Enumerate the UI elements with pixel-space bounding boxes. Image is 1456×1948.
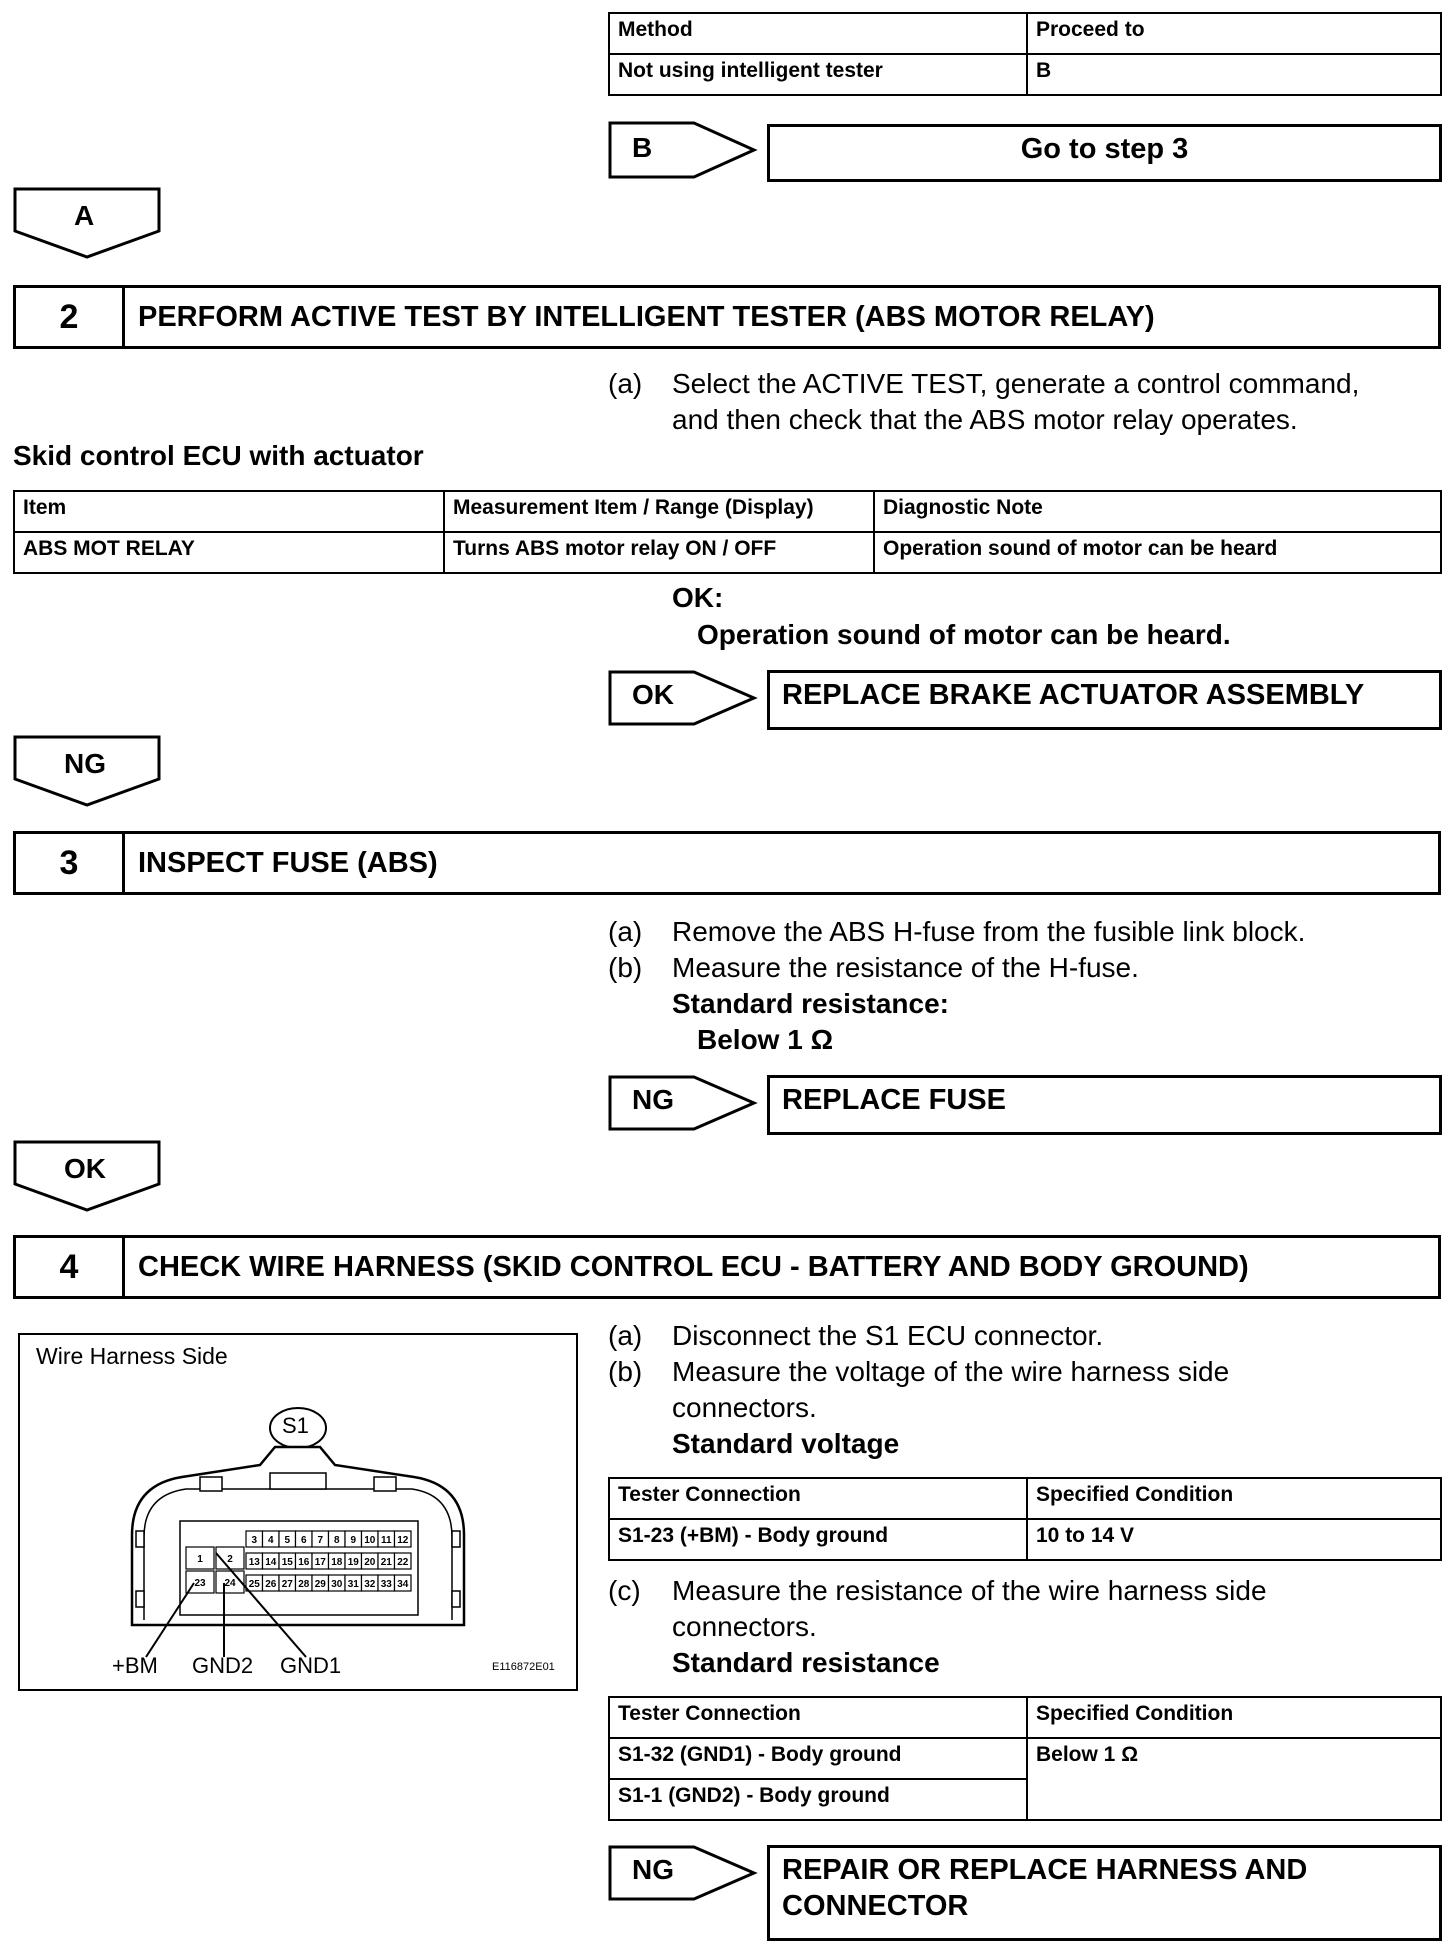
connector-pin-number: 3 [251,1535,258,1546]
connector-pin-number: 27 [281,1579,293,1590]
pin-label-gnd2: GND2 [192,1653,254,1678]
voltage-heading: Standard voltage [672,1428,900,1459]
step-4-ng-arrow [608,1845,758,1901]
table-cell: 10 to 14 V [1027,1519,1441,1560]
branch-b-arrow [608,121,758,179]
resistance-heading: Standard resistance [672,1647,940,1678]
item-label: (a) [608,916,643,947]
table-cell: Turns ABS motor relay ON / OFF [444,532,874,573]
connector-pin-number: 13 [248,1557,260,1568]
connector-pin-number: 34 [397,1579,409,1590]
table-header: Item [14,491,444,532]
step-2-ng-label: NG [64,748,106,779]
connector-pin-number: 12 [397,1535,409,1546]
pin-label-bm: +BM [112,1653,158,1678]
connector-pin-number: 33 [380,1579,392,1590]
connector-pin-number: 21 [380,1557,392,1568]
connector-pin-number: 4 [267,1535,274,1546]
connector-pin-number: 15 [281,1557,293,1568]
connector-pin-number: 5 [284,1535,291,1546]
connector-pin-number: 18 [331,1557,343,1568]
step-2-ok-arrow [608,670,758,726]
step-2-table-title: Skid control ECU with actuator [13,440,424,471]
table-header: Proceed to [1027,13,1441,54]
step-4-header [13,1235,1441,1299]
branch-b-result-text: Go to step 3 [1020,133,1189,165]
result-text: REPAIR OR REPLACE HARNESS AND [782,1854,1308,1886]
figure-code: E116872E01 [492,1661,555,1673]
method-table [608,12,1442,96]
figure-title: Wire Harness Side [36,1343,228,1369]
item-label: (c) [608,1575,641,1606]
instruction-line: Measure the voltage of the wire harness side [672,1356,1230,1387]
instruction-line: connectors. [672,1392,817,1423]
connector-id: S1 [282,1413,309,1438]
connector-pin-number: 8 [333,1535,340,1546]
item-label: (a) [608,1320,643,1351]
connector-figure [18,1333,578,1691]
step-4-ng-result [767,1845,1442,1941]
active-test-table [13,490,1442,574]
step-number: 3 [16,834,125,892]
step-2-ok-label: OK [632,679,674,710]
connector-pin-number: 31 [347,1579,359,1590]
instruction-line: Remove the ABS H-fuse from the fusible link block. [672,916,1306,947]
step-4-ng-label: NG [632,1854,674,1885]
step-number: 2 [16,288,125,346]
connector-pin-number: 28 [298,1579,310,1590]
instruction-line: connectors. [672,1611,817,1642]
table-header: Tester Connection [609,1697,1027,1738]
result-text: REPLACE FUSE [782,1084,1006,1116]
step-3-instructions [608,914,1448,1058]
step-3-ng-arrow [608,1075,758,1131]
step-4-instructions-c [608,1573,1448,1681]
connector-pin-number: 22 [397,1557,409,1568]
connector-pin-number: 7 [317,1535,324,1546]
table-header: Specified Condition [1027,1478,1441,1519]
connector-pin-number: 9 [350,1535,357,1546]
connector-pin-number: 24 [224,1578,236,1589]
table-header: Specified Condition [1027,1697,1441,1738]
table-header: Diagnostic Note [874,491,1441,532]
connector-pin-number: 11 [380,1535,392,1546]
voltage-table [608,1477,1442,1561]
connector-pin-number: 17 [314,1557,326,1568]
table-header: Tester Connection [609,1478,1027,1519]
connector-pin-number: 29 [314,1579,326,1590]
connector-pin-number: 30 [331,1579,343,1590]
step-4-instructions-ab [608,1318,1448,1462]
connector-pin-number: 10 [364,1535,376,1546]
connector-pin-number: 1 [197,1554,203,1565]
table-cell: B [1027,54,1441,95]
step-3-header [13,831,1441,895]
step-2-instruction [608,366,1448,438]
connector-pin-number: 14 [265,1557,277,1568]
branch-b-label: B [632,132,653,163]
step-2-ok-result [767,670,1442,730]
table-header: Measurement Item / Range (Display) [444,491,874,532]
table-cell: S1-32 (GND1) - Body ground [609,1738,1027,1779]
connector-pin-number: 2 [227,1554,233,1565]
branch-a-label: A [74,200,95,231]
connector-pin-number: 16 [298,1557,310,1568]
table-cell: ABS MOT RELAY [14,532,444,573]
step-title: CHECK WIRE HARNESS (SKID CONTROL ECU - BATTERY AND BODY GROUND) [138,1250,1249,1283]
table-cell: S1-1 (GND2) - Body ground [609,1779,1027,1820]
table-cell: Not using intelligent tester [609,54,1027,95]
ok-heading: OK: [672,582,724,613]
step-3-ng-result [767,1075,1442,1135]
result-text: CONNECTOR [782,1890,969,1922]
connector-pin-number: 19 [347,1557,359,1568]
step-3-ng-label: NG [632,1084,674,1115]
instruction-line: Measure the resistance of the H-fuse. [672,952,1139,983]
step-title: PERFORM ACTIVE TEST BY INTELLIGENT TESTER (ABS MOTOR RELAY) [138,300,1155,333]
instruction-line: and then check that the ABS motor relay operates. [672,404,1298,435]
result-text: REPLACE BRAKE ACTUATOR ASSEMBLY [782,679,1365,711]
item-label: (b) [608,1356,643,1387]
step-title: INSPECT FUSE (ABS) [138,846,438,879]
table-cell: S1-23 (+BM) - Body ground [609,1519,1027,1560]
connector-pin-number: 6 [300,1535,307,1546]
table-cell: Below 1 Ω [1027,1738,1441,1820]
instruction-line: Select the ACTIVE TEST, generate a control command, [672,368,1360,399]
std-heading: Standard resistance: [672,988,949,1019]
ok-condition: Operation sound of motor can be heard. [697,619,1231,650]
step-3-ok-label: OK [64,1153,106,1184]
connector-pin-number: 26 [265,1579,277,1590]
connector-pin-number: 32 [364,1579,376,1590]
connector-pin-number: 25 [248,1579,260,1590]
instruction-line: Measure the resistance of the wire harness side [672,1575,1267,1606]
pin-label-gnd1: GND1 [280,1653,342,1678]
table-cell: Operation sound of motor can be heard [874,532,1441,573]
std-value: Below 1 Ω [697,1024,834,1055]
connector-drawing [20,1335,576,1689]
item-label: (a) [608,368,643,399]
item-label: (b) [608,952,643,983]
table-header: Method [609,13,1027,54]
step-2-header [13,285,1441,349]
instruction-line: Disconnect the S1 ECU connector. [672,1320,1104,1351]
branch-b-result [767,124,1442,182]
connector-pin-number: 20 [364,1557,376,1568]
connector-pin-number: 23 [194,1578,206,1589]
resistance-table [608,1696,1442,1821]
step-number: 4 [16,1238,125,1296]
